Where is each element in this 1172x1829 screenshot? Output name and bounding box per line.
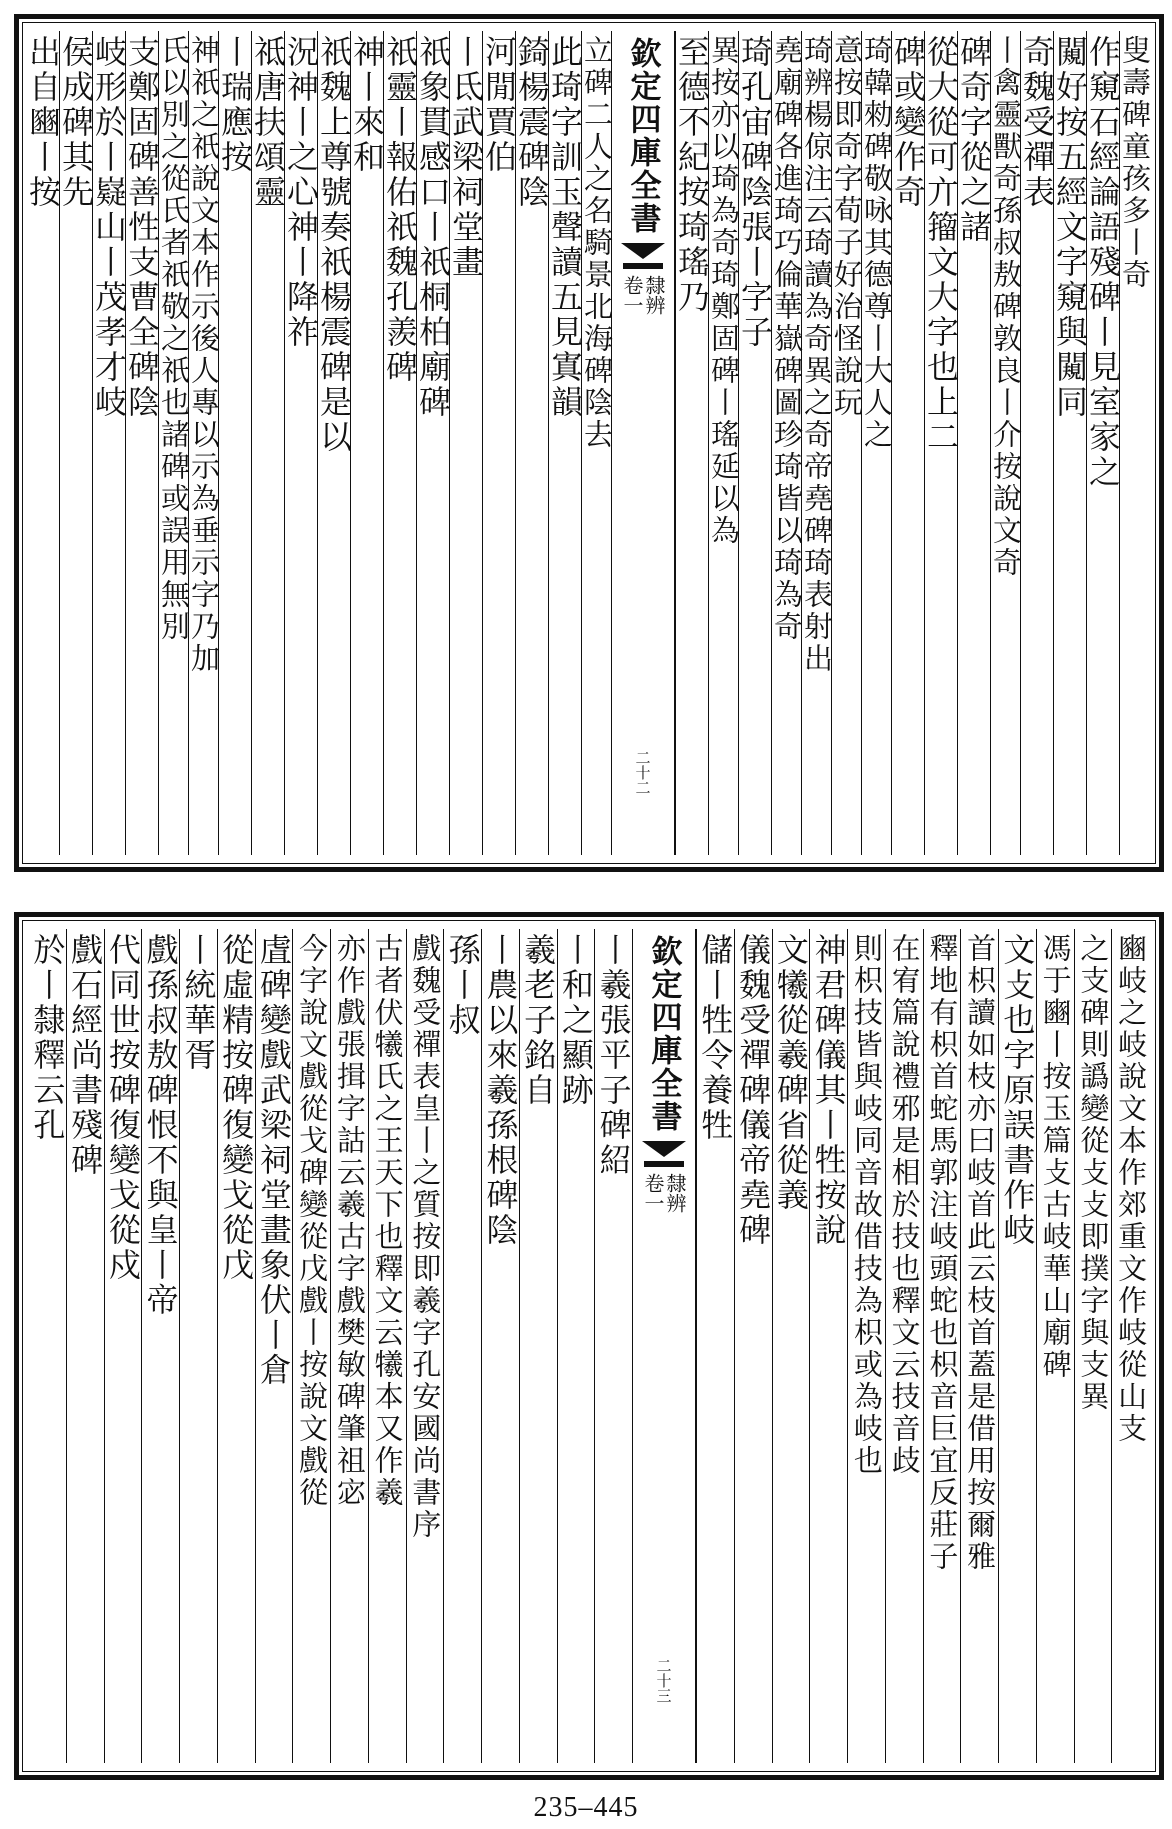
chapter-label xyxy=(643,1173,685,1213)
text-column: 亦作戲張揖字詁云羲古字戲樊敏碑肇祖宓 xyxy=(332,933,367,1509)
top-col-r0 xyxy=(1084,31,1122,855)
bottom-col-l1 xyxy=(557,929,595,1763)
text-column: 神祇之祇說文本作示後人專以示為垂示字乃加 xyxy=(187,35,221,675)
text-column: 錡楊震碑陰 xyxy=(513,35,551,210)
bottom-col-r7 xyxy=(847,929,885,1763)
bottom-col-r2 xyxy=(1036,929,1074,1763)
bottom-col-l9 xyxy=(255,929,293,1763)
text-column: 戲魏受禪表皇丨之質按即羲字孔安國尚書序 xyxy=(408,933,443,1541)
fish-tail-mark xyxy=(642,1141,686,1157)
text-column: 古者伏犧氏之王天下也釋文云犧本又作羲 xyxy=(370,933,405,1509)
chapter-label-book: 隸辨 xyxy=(663,1173,687,1213)
chapter-label xyxy=(622,275,664,315)
bottom-col-l2 xyxy=(519,929,557,1763)
top-col-l13 xyxy=(157,31,191,855)
top-col-r1 xyxy=(1051,31,1089,855)
text-column: 在宥篇說禮邪是相於技也釋文云技音歧 xyxy=(887,933,922,1477)
text-column: 氏以別之從氏者祇敬之祇也諸碑或誤用無別 xyxy=(157,35,191,643)
bottom-col-l0 xyxy=(594,929,632,1763)
text-column: 碑或變作奇 xyxy=(889,35,927,210)
top-columns xyxy=(24,31,1152,855)
text-column: 立碑二人之名騎景北海碑陰去 xyxy=(580,35,614,451)
text-column: 丨瑞應按 xyxy=(216,35,254,175)
text-column: 從虛精按碑復變戈從戊 xyxy=(217,933,256,1283)
top-col-r5 xyxy=(922,31,960,855)
top-col-extra xyxy=(1118,31,1152,855)
fish-tail-bar xyxy=(644,1161,684,1167)
text-column: 馮于豳丨按玉篇攴古岐華山廟碑 xyxy=(1038,933,1073,1381)
text-column: 況神丨之心神丨降祚 xyxy=(282,35,320,350)
bottom-col-l8 xyxy=(292,929,330,1763)
bottom-col-l11 xyxy=(179,929,217,1763)
text-column: 首枳讀如枝亦曰岐首此云枝首蓋是借用按爾雅 xyxy=(963,933,998,1573)
bottom-col-l4 xyxy=(443,929,481,1763)
text-column: 之支碑則譌變從攴攴即撲字與支異 xyxy=(1076,933,1111,1413)
text-column: 此琦字訓玉聲讀五見寘韻 xyxy=(546,35,584,420)
bottom-col-r9 xyxy=(772,929,810,1763)
text-column: 則枳技皆與岐同音故借技為枳或為岐也 xyxy=(849,933,884,1477)
text-column: 祇象貫感口丨祇桐柏廟碑 xyxy=(414,35,452,420)
bottom-col-r5 xyxy=(923,929,961,1763)
top-col-r8 xyxy=(830,31,864,855)
top-col-l14 xyxy=(123,31,161,855)
bottom-col-r0 xyxy=(1111,929,1149,1763)
bottom-col-r1 xyxy=(1074,929,1112,1763)
text-column: 丨羲張平子碑紹 xyxy=(594,933,633,1178)
top-col-l12 xyxy=(187,31,221,855)
top-col-l1 xyxy=(546,31,584,855)
chapter-label-book: 隸辨 xyxy=(642,275,666,315)
bottom-col-r8 xyxy=(809,929,847,1763)
top-col-r4 xyxy=(955,31,993,855)
top-col-r3 xyxy=(989,31,1023,855)
top-col-l11 xyxy=(216,31,254,855)
top-col-l3 xyxy=(480,31,518,855)
text-column: 神丨來和 xyxy=(348,35,386,175)
bottom-col-l12 xyxy=(141,929,179,1763)
chapter-label-volume: 卷一 xyxy=(620,275,644,315)
text-column: 支鄭固碑善性支曹全碑陰 xyxy=(123,35,161,420)
top-col-l8 xyxy=(315,31,353,855)
text-column: 文犧從羲碑省從義 xyxy=(771,933,810,1213)
text-column: 祇魏上尊號奏祇楊震碑是以 xyxy=(315,35,353,455)
bottom-col-l15 xyxy=(29,929,66,1763)
top-col-l5 xyxy=(414,31,452,855)
bottom-col-r10 xyxy=(734,929,772,1763)
bottom-page-inner-border xyxy=(22,920,1156,1772)
text-column: 祇靈丨報佑祇魏孔羨碑 xyxy=(381,35,419,385)
text-column: 豳岐之岐說文本作郊重文作岐從山支 xyxy=(1114,933,1149,1445)
text-column: 代同世按碑復變戈從戍 xyxy=(103,933,142,1283)
top-col-r13 xyxy=(673,31,711,855)
text-column: 文攴也字原誤書作岐 xyxy=(998,933,1037,1248)
page-number: 二十二 xyxy=(633,750,652,795)
top-col-r12 xyxy=(707,31,741,855)
text-column: 神君碑儀其丨牲按說 xyxy=(809,933,848,1248)
bottom-col-l3 xyxy=(481,929,519,1763)
text-column: 侯成碑其先 xyxy=(57,35,95,210)
text-column: 祗唐扶頌靈 xyxy=(249,35,287,210)
text-column: 丨農以來羲孫根碑陰 xyxy=(481,933,520,1248)
top-col-l7 xyxy=(348,31,386,855)
top-col-l2 xyxy=(513,31,551,855)
bottom-col-l10 xyxy=(217,929,255,1763)
bottom-col-r3 xyxy=(998,929,1036,1763)
top-col-l15 xyxy=(90,31,128,855)
fish-tail-bar xyxy=(623,263,663,269)
text-column: 丨禽靈獸奇孫叔敖碑敦良丨介按說文奇 xyxy=(989,35,1023,579)
text-column: 出自豳丨按 xyxy=(24,35,62,210)
text-column: 碑奇字從之諸 xyxy=(955,35,993,245)
text-column: 叟壽碑童孩多丨奇 xyxy=(1118,35,1152,291)
text-column: 儲丨牲令養牲 xyxy=(696,933,735,1143)
text-column: 儀魏受禪碑儀帝堯碑 xyxy=(734,933,773,1248)
text-column: 今字說文戲從戈碑變從戊戲丨按說文戲從 xyxy=(295,933,330,1509)
text-column: 虘碑變戲武梁祠堂畫象伏丨倉 xyxy=(254,933,293,1388)
text-column: 丨氐武梁祠堂畫 xyxy=(447,35,485,280)
book-title: 欽定四庫全書 xyxy=(645,935,682,1133)
bottom-col-l7 xyxy=(330,929,368,1763)
text-column: 異按亦以琦為奇琦鄭固碑丨瑤延以為 xyxy=(707,35,741,547)
top-col-l17 xyxy=(24,31,62,855)
top-col-r7 xyxy=(860,31,894,855)
text-column: 琦辨楊倞注云琦讀為奇異之奇帝堯碑琦表射出 xyxy=(800,35,834,675)
page-footer-number: 235–445 xyxy=(533,1792,639,1823)
top-col-r2 xyxy=(1018,31,1056,855)
top-page-panel xyxy=(14,14,1164,872)
top-col-r9 xyxy=(800,31,834,855)
top-page-inner-border xyxy=(22,22,1156,864)
text-column: 河閒賈伯 xyxy=(480,35,518,175)
text-column: 闚好按五經文字窺與闚同 xyxy=(1051,35,1089,420)
fish-tail-mark xyxy=(621,243,665,259)
text-column: 岐形於丨嶷山丨茂孝才岐 xyxy=(90,35,128,420)
top-col-l10 xyxy=(249,31,287,855)
bottom-col-l6 xyxy=(368,929,406,1763)
top-col-r11 xyxy=(736,31,774,855)
top-col-l4 xyxy=(447,31,485,855)
bottom-col-r6 xyxy=(885,929,923,1763)
text-column: 丨統華胥 xyxy=(179,933,218,1073)
bottom-center-column xyxy=(632,929,696,1763)
bottom-col-l13 xyxy=(104,929,142,1763)
text-column: 孫丨叔 xyxy=(443,933,482,1038)
book-title: 欽定四庫全書 xyxy=(624,37,661,235)
top-col-r10 xyxy=(770,31,804,855)
top-col-r6 xyxy=(889,31,927,855)
bottom-page-panel xyxy=(14,912,1164,1780)
page-number: 二十三 xyxy=(654,1658,673,1703)
text-column: 至德不紀按琦瑤乃 xyxy=(673,35,711,315)
text-column: 堯廟碑各進琦巧倫華嶽碑圖珍琦皆以琦為奇 xyxy=(770,35,804,643)
top-col-l9 xyxy=(282,31,320,855)
chapter-label-volume: 卷一 xyxy=(641,1173,665,1213)
text-column: 戲孫叔敖碑恨不與皇丨帝 xyxy=(141,933,180,1318)
top-center-column xyxy=(611,31,675,855)
text-column: 從大從可亣籀文大字也上二 xyxy=(922,35,960,455)
text-column: 意按即奇字荀子好治怪說玩 xyxy=(830,35,864,419)
text-column: 作窺石經論語殘碑丨見室家之 xyxy=(1084,35,1122,490)
bottom-col-r11 xyxy=(696,929,734,1763)
text-column: 於丨隸釋云孔 xyxy=(28,933,67,1143)
bottom-col-r4 xyxy=(960,929,998,1763)
bottom-col-l5 xyxy=(406,929,444,1763)
top-col-l6 xyxy=(381,31,419,855)
bottom-columns xyxy=(29,929,1149,1763)
top-col-l16 xyxy=(57,31,95,855)
text-column: 釋地有枳首蛇馬郭注岐頭蛇也枳音巨宜反莊子 xyxy=(925,933,960,1573)
text-column: 琦韓勑碑敬咏其德尊丨大人之 xyxy=(860,35,894,451)
text-column: 戲石經尚書殘碑 xyxy=(66,933,105,1178)
text-column: 羲老子銘自 xyxy=(519,933,558,1108)
text-column: 琦孔宙碑陰張丨字子 xyxy=(736,35,774,350)
text-column: 丨和之顯跡 xyxy=(556,933,595,1108)
text-column: 奇魏受禪表 xyxy=(1018,35,1056,210)
top-col-l0 xyxy=(580,31,614,855)
bottom-col-l14 xyxy=(66,929,104,1763)
